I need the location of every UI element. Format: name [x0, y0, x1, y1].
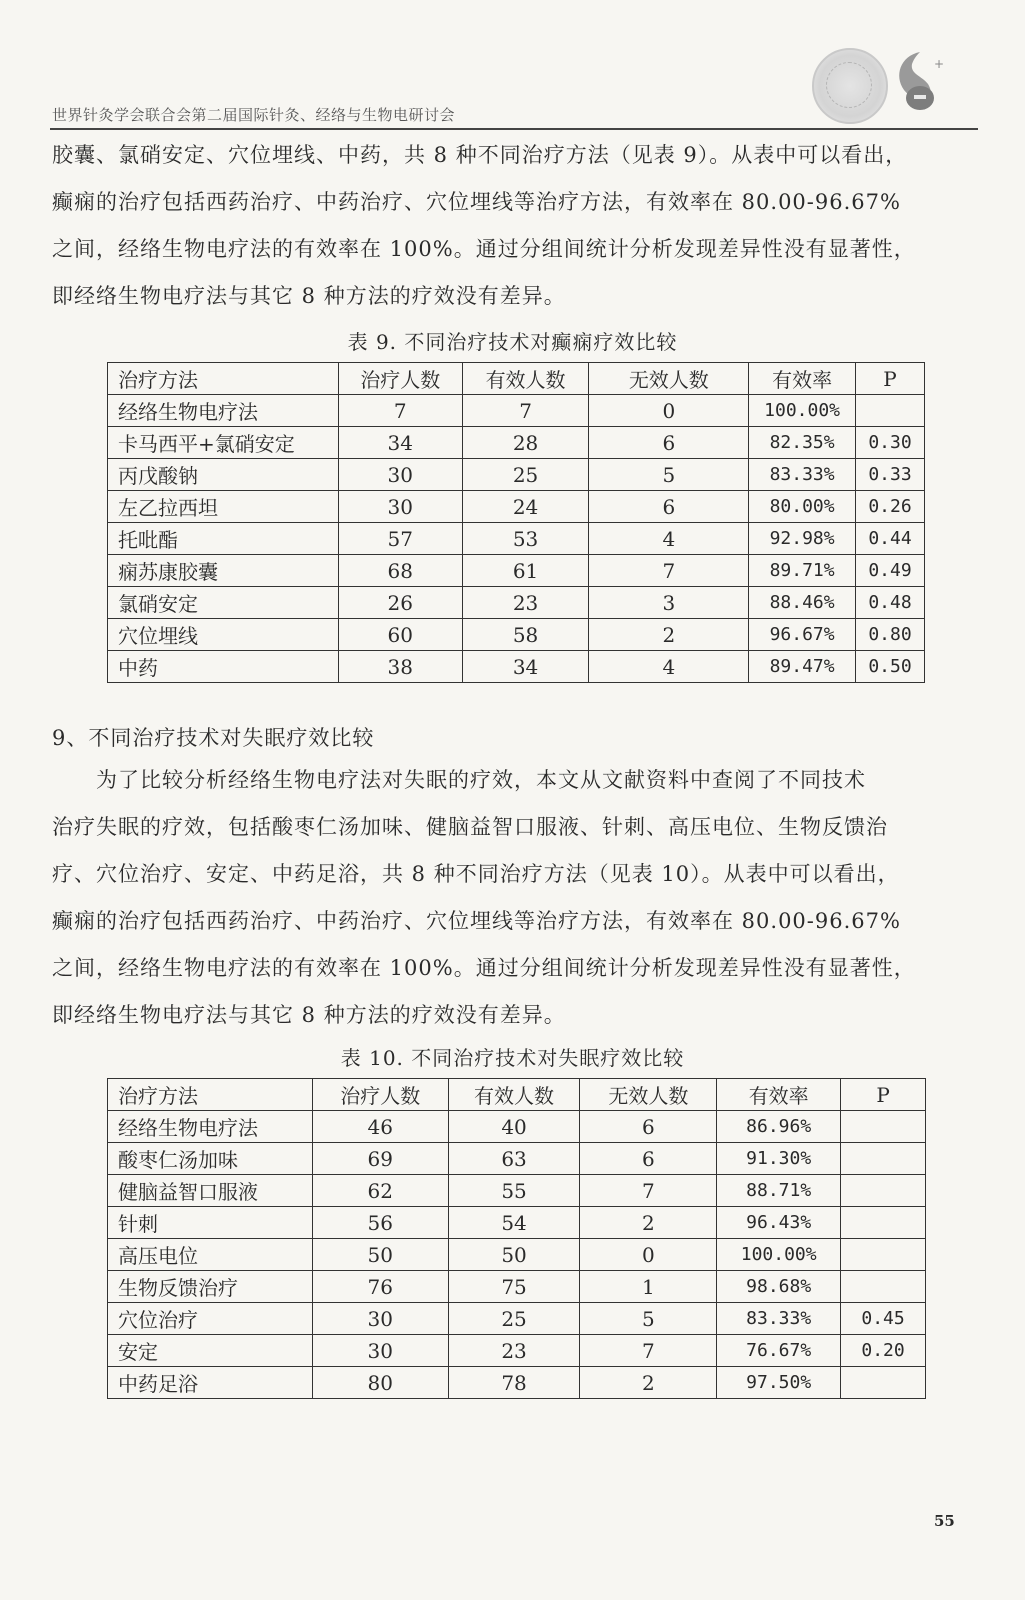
table-cell: 高压电位 [108, 1239, 313, 1271]
table-cell: 丙戊酸钠 [108, 459, 339, 491]
table-cell: 7 [580, 1175, 717, 1207]
column-header: 无效人数 [580, 1079, 717, 1111]
table-cell: 2 [589, 619, 749, 651]
table-cell [841, 1111, 926, 1143]
table-row [108, 523, 925, 555]
table-cell: 91.30% [717, 1143, 841, 1175]
text-line: 胶囊、氯硝安定、穴位埋线、中药，共 8 种不同治疗方法（见表 9）。从表中可以看出， [52, 143, 908, 167]
table-cell: 30 [312, 1303, 448, 1335]
table-cell: 0.26 [856, 491, 925, 523]
text-line: 之间，经络生物电疗法的有效率在 100%。通过分组间统计分析发现差异性没有显著性， [52, 237, 916, 261]
column-header: P [841, 1079, 926, 1111]
table-cell: 中药足浴 [108, 1367, 313, 1399]
table-cell: 6 [580, 1111, 717, 1143]
table-row [108, 1207, 926, 1239]
table-cell: 4 [589, 523, 749, 555]
table-row [108, 459, 925, 491]
table-cell: 25 [448, 1303, 580, 1335]
table-cell: 83.33% [749, 459, 856, 491]
column-header: 治疗人数 [338, 363, 462, 395]
text-line: 之间，经络生物电疗法的有效率在 100%。通过分组间统计分析发现差异性没有显著性， [52, 956, 916, 980]
table-cell: 针刺 [108, 1207, 313, 1239]
column-header: 有效率 [749, 363, 856, 395]
table-cell: 7 [462, 395, 589, 427]
table-cell: 0.48 [856, 587, 925, 619]
table-cell: 96.43% [717, 1207, 841, 1239]
table-cell: 30 [312, 1335, 448, 1367]
table-cell: 0.33 [856, 459, 925, 491]
table-cell: 100.00% [717, 1239, 841, 1271]
table-cell: 60 [338, 619, 462, 651]
table-header-row [108, 1079, 926, 1111]
page-number: 55 [934, 1512, 955, 1530]
table-cell [841, 1367, 926, 1399]
table-cell: 54 [448, 1207, 580, 1239]
table-cell: 7 [338, 395, 462, 427]
text-line: 疗、穴位治疗、安定、中药足浴，共 8 种不同治疗方法（见表 10）。从表中可以看出， [52, 862, 900, 886]
table-cell: 0.30 [856, 427, 925, 459]
table-cell: 穴位埋线 [108, 619, 339, 651]
table-cell: 健脑益智口服液 [108, 1175, 313, 1207]
column-header: 治疗方法 [108, 1079, 313, 1111]
table-cell: 6 [589, 491, 749, 523]
table-row [108, 1367, 926, 1399]
table-cell: 卡马西平+氯硝安定 [108, 427, 339, 459]
table-cell: 30 [338, 491, 462, 523]
table-cell: 痫苏康胶囊 [108, 555, 339, 587]
table-cell: 5 [580, 1303, 717, 1335]
table-cell: 6 [589, 427, 749, 459]
table-row [108, 395, 925, 427]
column-header: 治疗方法 [108, 363, 339, 395]
table-cell [841, 1175, 926, 1207]
table-cell: 100.00% [749, 395, 856, 427]
table-cell: 生物反馈治疗 [108, 1271, 313, 1303]
table-cell: 34 [462, 651, 589, 683]
table-cell: 2 [580, 1207, 717, 1239]
table-cell: 62 [312, 1175, 448, 1207]
table9 [107, 362, 925, 683]
table-cell: 23 [448, 1335, 580, 1367]
table-cell: 30 [338, 459, 462, 491]
table-cell: 0.45 [841, 1303, 926, 1335]
table-cell: 88.46% [749, 587, 856, 619]
table-cell: 53 [462, 523, 589, 555]
table-cell: 97.50% [717, 1367, 841, 1399]
table-cell: 34 [338, 427, 462, 459]
table-cell: 4 [589, 651, 749, 683]
table-cell: 左乙拉西坦 [108, 491, 339, 523]
table-row [108, 619, 925, 651]
table-cell [856, 395, 925, 427]
svg-text:+: + [934, 57, 945, 71]
table-cell: 61 [462, 555, 589, 587]
table-cell: 25 [462, 459, 589, 491]
table-cell: 28 [462, 427, 589, 459]
text-line: 癫痫的治疗包括西药治疗、中药治疗、穴位埋线等治疗方法，有效率在 80.00-96.67% [52, 190, 901, 214]
table-cell: 中药 [108, 651, 339, 683]
table-cell: 氯硝安定 [108, 587, 339, 619]
table-cell: 55 [448, 1175, 580, 1207]
table-cell: 98.68% [717, 1271, 841, 1303]
table-cell: 经络生物电疗法 [108, 395, 339, 427]
table-cell: 80.00% [749, 491, 856, 523]
table-cell: 69 [312, 1143, 448, 1175]
table-cell [841, 1207, 926, 1239]
header-rule [50, 128, 978, 130]
table-cell: 5 [589, 459, 749, 491]
table-cell: 86.96% [717, 1111, 841, 1143]
table10-caption: 表 10. 不同治疗技术对失眠疗效比较 [340, 1046, 685, 1070]
table-cell: 89.47% [749, 651, 856, 683]
table-cell: 穴位治疗 [108, 1303, 313, 1335]
conference-seal-logo [812, 48, 888, 124]
table-cell: 7 [580, 1335, 717, 1367]
table-cell: 57 [338, 523, 462, 555]
table-cell: 40 [448, 1111, 580, 1143]
running-header: 世界针灸学会联合会第二届国际针灸、经络与生物电研讨会 [52, 106, 456, 124]
table-row [108, 427, 925, 459]
table-cell: 托吡酯 [108, 523, 339, 555]
table-cell [841, 1143, 926, 1175]
table-cell [841, 1239, 926, 1271]
column-header: P [856, 363, 925, 395]
table-header-row [108, 363, 925, 395]
text-line: 治疗失眠的疗效，包括酸枣仁汤加味、健脑益智口服液、针刺、高压电位、生物反馈治 [52, 815, 888, 839]
section9-paragraph [52, 757, 972, 1039]
section-heading: 9、不同治疗技术对失眠疗效比较 [52, 726, 375, 750]
table-cell: 酸枣仁汤加味 [108, 1143, 313, 1175]
table-cell: 83.33% [717, 1303, 841, 1335]
table-cell: 38 [338, 651, 462, 683]
table-cell: 75 [448, 1271, 580, 1303]
table-cell: 46 [312, 1111, 448, 1143]
table-cell: 2 [580, 1367, 717, 1399]
text-line: 即经络生物电疗法与其它 8 种方法的疗效没有差异。 [52, 284, 566, 308]
table-cell: 24 [462, 491, 589, 523]
column-header: 治疗人数 [312, 1079, 448, 1111]
column-header: 有效率 [717, 1079, 841, 1111]
table-cell: 23 [462, 587, 589, 619]
table-cell: 58 [462, 619, 589, 651]
table-cell: 1 [580, 1271, 717, 1303]
intro-paragraph [52, 132, 972, 320]
table-cell [841, 1271, 926, 1303]
table-cell: 经络生物电疗法 [108, 1111, 313, 1143]
table-cell: 0.50 [856, 651, 925, 683]
table-cell: 78 [448, 1367, 580, 1399]
table-cell: 0.20 [841, 1335, 926, 1367]
table-cell: 0.80 [856, 619, 925, 651]
table-cell: 50 [448, 1239, 580, 1271]
table-row [108, 1143, 926, 1175]
table-cell: 26 [338, 587, 462, 619]
table-cell: 76.67% [717, 1335, 841, 1367]
table-row [108, 491, 925, 523]
table-cell: 76 [312, 1271, 448, 1303]
table-cell: 6 [580, 1143, 717, 1175]
table-cell: 68 [338, 555, 462, 587]
table-cell: 0.44 [856, 523, 925, 555]
table-row [108, 1335, 926, 1367]
table-row [108, 1111, 926, 1143]
table-cell: 50 [312, 1239, 448, 1271]
table-cell: 96.67% [749, 619, 856, 651]
column-header: 有效人数 [462, 363, 589, 395]
table-cell: 89.71% [749, 555, 856, 587]
table-cell: 0 [589, 395, 749, 427]
table-row [108, 1239, 926, 1271]
table-row [108, 1303, 926, 1335]
text-line: 癫痫的治疗包括西药治疗、中药治疗、穴位埋线等治疗方法，有效率在 80.00-96.67% [52, 909, 901, 933]
table9-caption: 表 9. 不同治疗技术对癫痫疗效比较 [347, 330, 678, 354]
table-cell: 7 [589, 555, 749, 587]
table-cell: 3 [589, 587, 749, 619]
text-line: 为了比较分析经络生物电疗法对失眠的疗效，本文从文献资料中查阅了不同技术 [52, 768, 866, 792]
table-cell: 56 [312, 1207, 448, 1239]
table-row [108, 555, 925, 587]
column-header: 无效人数 [589, 363, 749, 395]
table-cell: 82.35% [749, 427, 856, 459]
table-cell: 80 [312, 1367, 448, 1399]
table-cell: 92.98% [749, 523, 856, 555]
table-cell: 安定 [108, 1335, 313, 1367]
table10 [107, 1078, 926, 1399]
yinyang-logo [890, 48, 946, 118]
table-row [108, 587, 925, 619]
table-cell: 0.49 [856, 555, 925, 587]
table-cell: 88.71% [717, 1175, 841, 1207]
table-row [108, 1271, 926, 1303]
text-line: 即经络生物电疗法与其它 8 种方法的疗效没有差异。 [52, 1003, 566, 1027]
table-row [108, 1175, 926, 1207]
table-cell: 0 [580, 1239, 717, 1271]
table-row [108, 651, 925, 683]
column-header: 有效人数 [448, 1079, 580, 1111]
table-cell: 63 [448, 1143, 580, 1175]
